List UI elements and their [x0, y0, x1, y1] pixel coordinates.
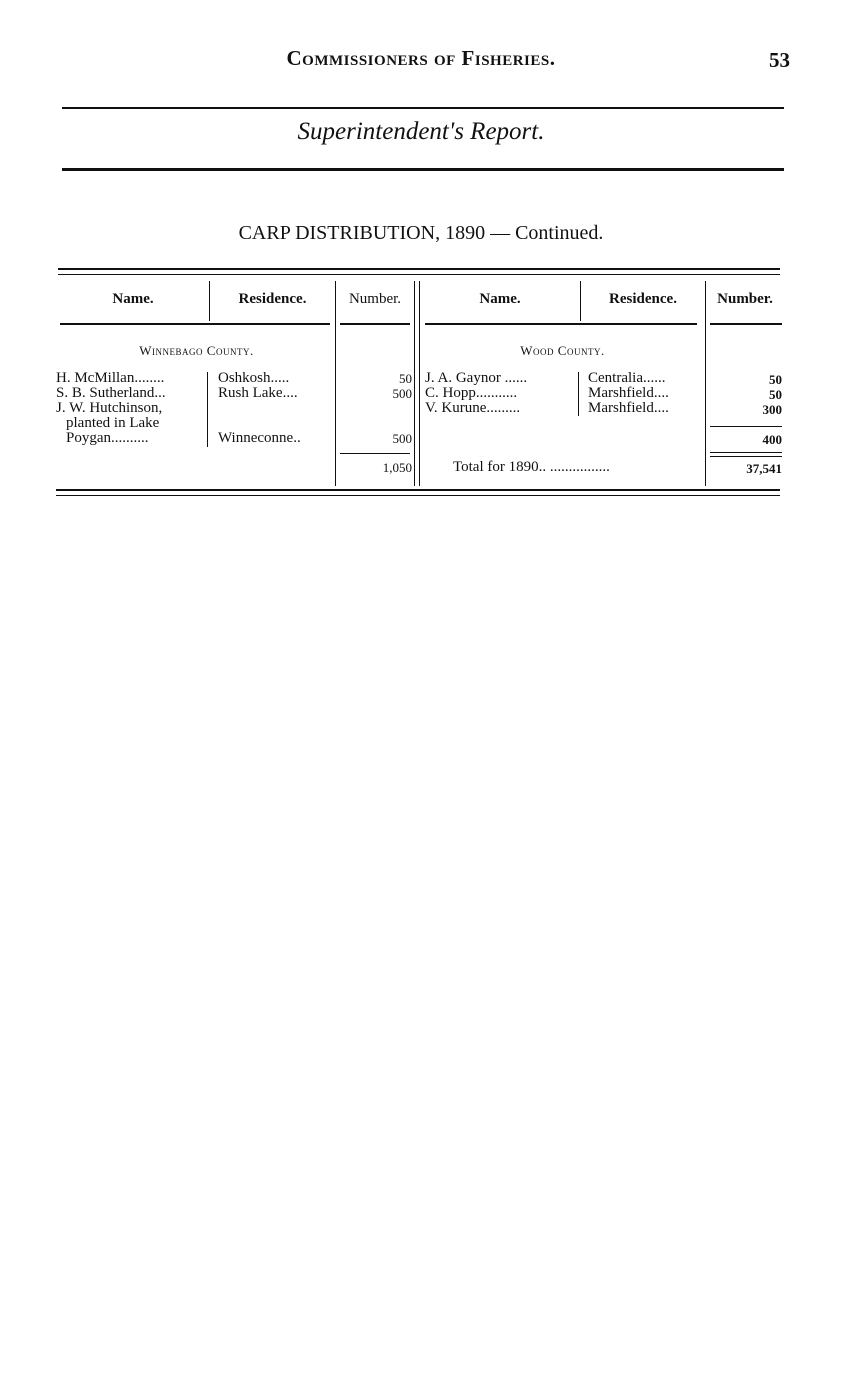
left-row-5-number: 500	[392, 431, 412, 446]
header-right-name: Name.	[479, 291, 521, 307]
header-right-residence: Residence.	[609, 291, 677, 307]
left-row-5-residence: Winneconne..	[218, 430, 301, 446]
left-row-1-name: H. McMillan........	[56, 370, 165, 386]
total-value: 37,541	[746, 461, 782, 476]
right-row-3-name: V. Kurune.........	[425, 400, 521, 416]
page-number: 53	[769, 48, 790, 72]
right-row-1-number: 50	[769, 372, 782, 387]
right-row-2-number: 50	[769, 387, 782, 402]
running-head-title: Commissioners of Fisheries.	[286, 46, 556, 70]
header-left-number: Number.	[348, 291, 402, 307]
header-rule-top	[62, 107, 784, 109]
right-row-3-residence: Marshfield....	[588, 400, 669, 416]
header-left-name: Name.	[112, 291, 154, 307]
right-row-2-residence: Marshfield....	[588, 385, 669, 401]
col-divider-3a	[414, 281, 415, 486]
left-row-5-name: Poygan..........	[66, 430, 149, 446]
total-rule-1	[710, 452, 782, 453]
table-title: CARP DISTRIBUTION, 1890 — Continued.	[238, 222, 604, 244]
table-bottom-rule-2	[56, 495, 780, 496]
right-row-2-name: C. Hopp...........	[425, 385, 518, 401]
col-divider-2	[335, 281, 336, 486]
left-row-4-name: planted in Lake	[66, 415, 160, 431]
total-rule-2	[710, 456, 782, 457]
left-row-1-residence: Oshkosh.....	[218, 370, 290, 386]
header-underline-left-1	[60, 323, 330, 325]
table-bottom-rule-1	[56, 489, 780, 491]
left-row-2-number: 500	[392, 386, 412, 401]
table-top-rule-1	[58, 268, 780, 270]
right-subtotal-rule	[710, 426, 782, 427]
county-label-wood: Wood County.	[520, 343, 605, 358]
left-row-1-number: 50	[399, 371, 412, 386]
left-body-divider	[207, 372, 208, 447]
left-row-2-name: S. B. Sutherland...	[56, 385, 166, 401]
table-top-rule-2	[58, 274, 780, 275]
left-subtotal-rule	[340, 453, 410, 454]
header-underline-right-1	[425, 323, 697, 325]
left-row-3-name: J. W. Hutchinson,	[56, 400, 163, 416]
right-row-1-residence: Centralia......	[588, 370, 666, 386]
col-divider-3b	[419, 281, 420, 486]
header-right-number: Number.	[717, 291, 773, 307]
header-left-residence: Residence.	[238, 291, 307, 307]
right-body-divider	[578, 372, 579, 416]
left-row-2-residence: Rush Lake....	[218, 385, 298, 401]
header-underline-right-2	[710, 323, 782, 325]
total-label: Total for 1890.. ................	[453, 459, 610, 475]
section-title: Superintendent's Report.	[297, 118, 545, 145]
header-rule-bottom	[62, 168, 784, 171]
county-label-winnebago: Winnebago County.	[139, 343, 254, 358]
right-row-1-name: J. A. Gaynor ......	[425, 370, 528, 386]
right-subtotal: 400	[762, 432, 782, 447]
left-subtotal: 1,050	[382, 460, 412, 475]
header-underline-left-2	[340, 323, 410, 325]
right-row-3-number: 300	[762, 402, 782, 417]
